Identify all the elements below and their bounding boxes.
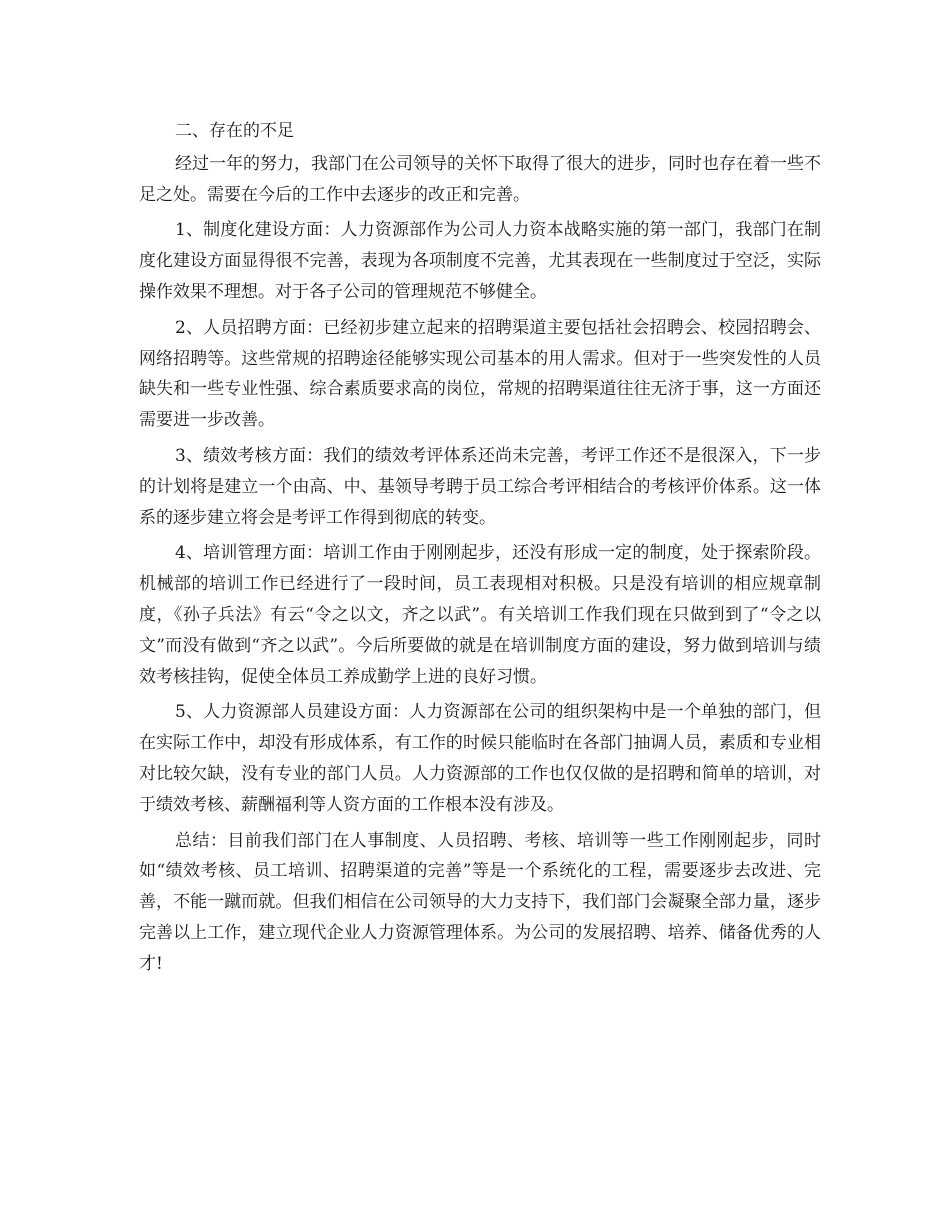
paragraph-intro: 经过一年的努力，我部门在公司领导的关怀下取得了很大的进步，同时也存在着一些不足之处。需要在今后的工作中去逐步的改正和完善。	[139, 153, 821, 205]
paragraph-recruitment: 2、人员招聘方面：已经初步建立起来的招聘渠道主要包括社会招聘会、校园招聘会、网络招聘等。这些常规的招聘途径能够实现公司基本的用人需求。但对于一些突发性的人员缺失和一些专业性强、综合素质要求高的岗位，常规的招聘渠道往往无济于事，这一方面还需要进一步改善。	[139, 317, 821, 431]
section-heading: 二、存在的不足	[175, 121, 294, 141]
paragraph-summary: 总结：目前我们部门在人事制度、人员招聘、考核、培训等一些工作刚刚起步，同时如“绩效考核、员工培训、招聘渠道的完善”等是一个系统化的工程，需要逐步去改进、完善，不能一蹴而就。但我们相信在公司领导的大力支持下，我们部门会凝聚全部力量，逐步完善以上工作，建立现代企业人力资源管理体系。为公司的发展招聘、培养、储备优秀的人才!	[139, 830, 821, 974]
document-page	[139, 116, 821, 980]
paragraph-institutional-building: 1、制度化建设方面：人力资源部作为公司人力资本战略实施的第一部门，我部门在制度化建设方面显得很不完善，表现为各项制度不完善，尤其表现在一些制度过于空泛，实际操作效果不理想。对于各子公司的管理规范不够健全。	[139, 220, 821, 302]
paragraph-hr-staffing: 5、人力资源部人员建设方面：人力资源部在公司的组织架构中是一个单独的部门，但在实际工作中，却没有形成体系，有工作的时候只能临时在各部门抽调人员，素质和专业相对比较欠缺，没有专业的部门人员。人力资源部的工作也仅仅做的是招聘和简单的培训，对于绩效考核、薪酬福利等人资方面的工作根本没有涉及。	[139, 702, 821, 815]
paragraph-performance-evaluation: 3、绩效考核方面：我们的绩效考评体系还尚未完善，考评工作还不是很深入，下一步的计划将是建立一个由高、中、基领导考聘于员工综合考评相结合的考核评价体系。这一体系的逐步建立将会是考评工作得到彻底的转变。	[139, 445, 821, 528]
paragraph-training-management: 4、培训管理方面：培训工作由于刚刚起步，还没有形成一定的制度，处于探索阶段。机械部的培训工作已经进行了一段时间，员工表现相对积极。只是没有培训的相应规章制度，《孙子兵法》有云“令之以文，齐之以武”。有关培训工作我们现在只做到到了“令之以文”而没有做到“齐之以武”。今后所要做的就是在培训制度方面的建设，努力做到培训与绩效考核挂钩，促使全体员工养成勤学上进的良好习惯。	[139, 543, 821, 687]
